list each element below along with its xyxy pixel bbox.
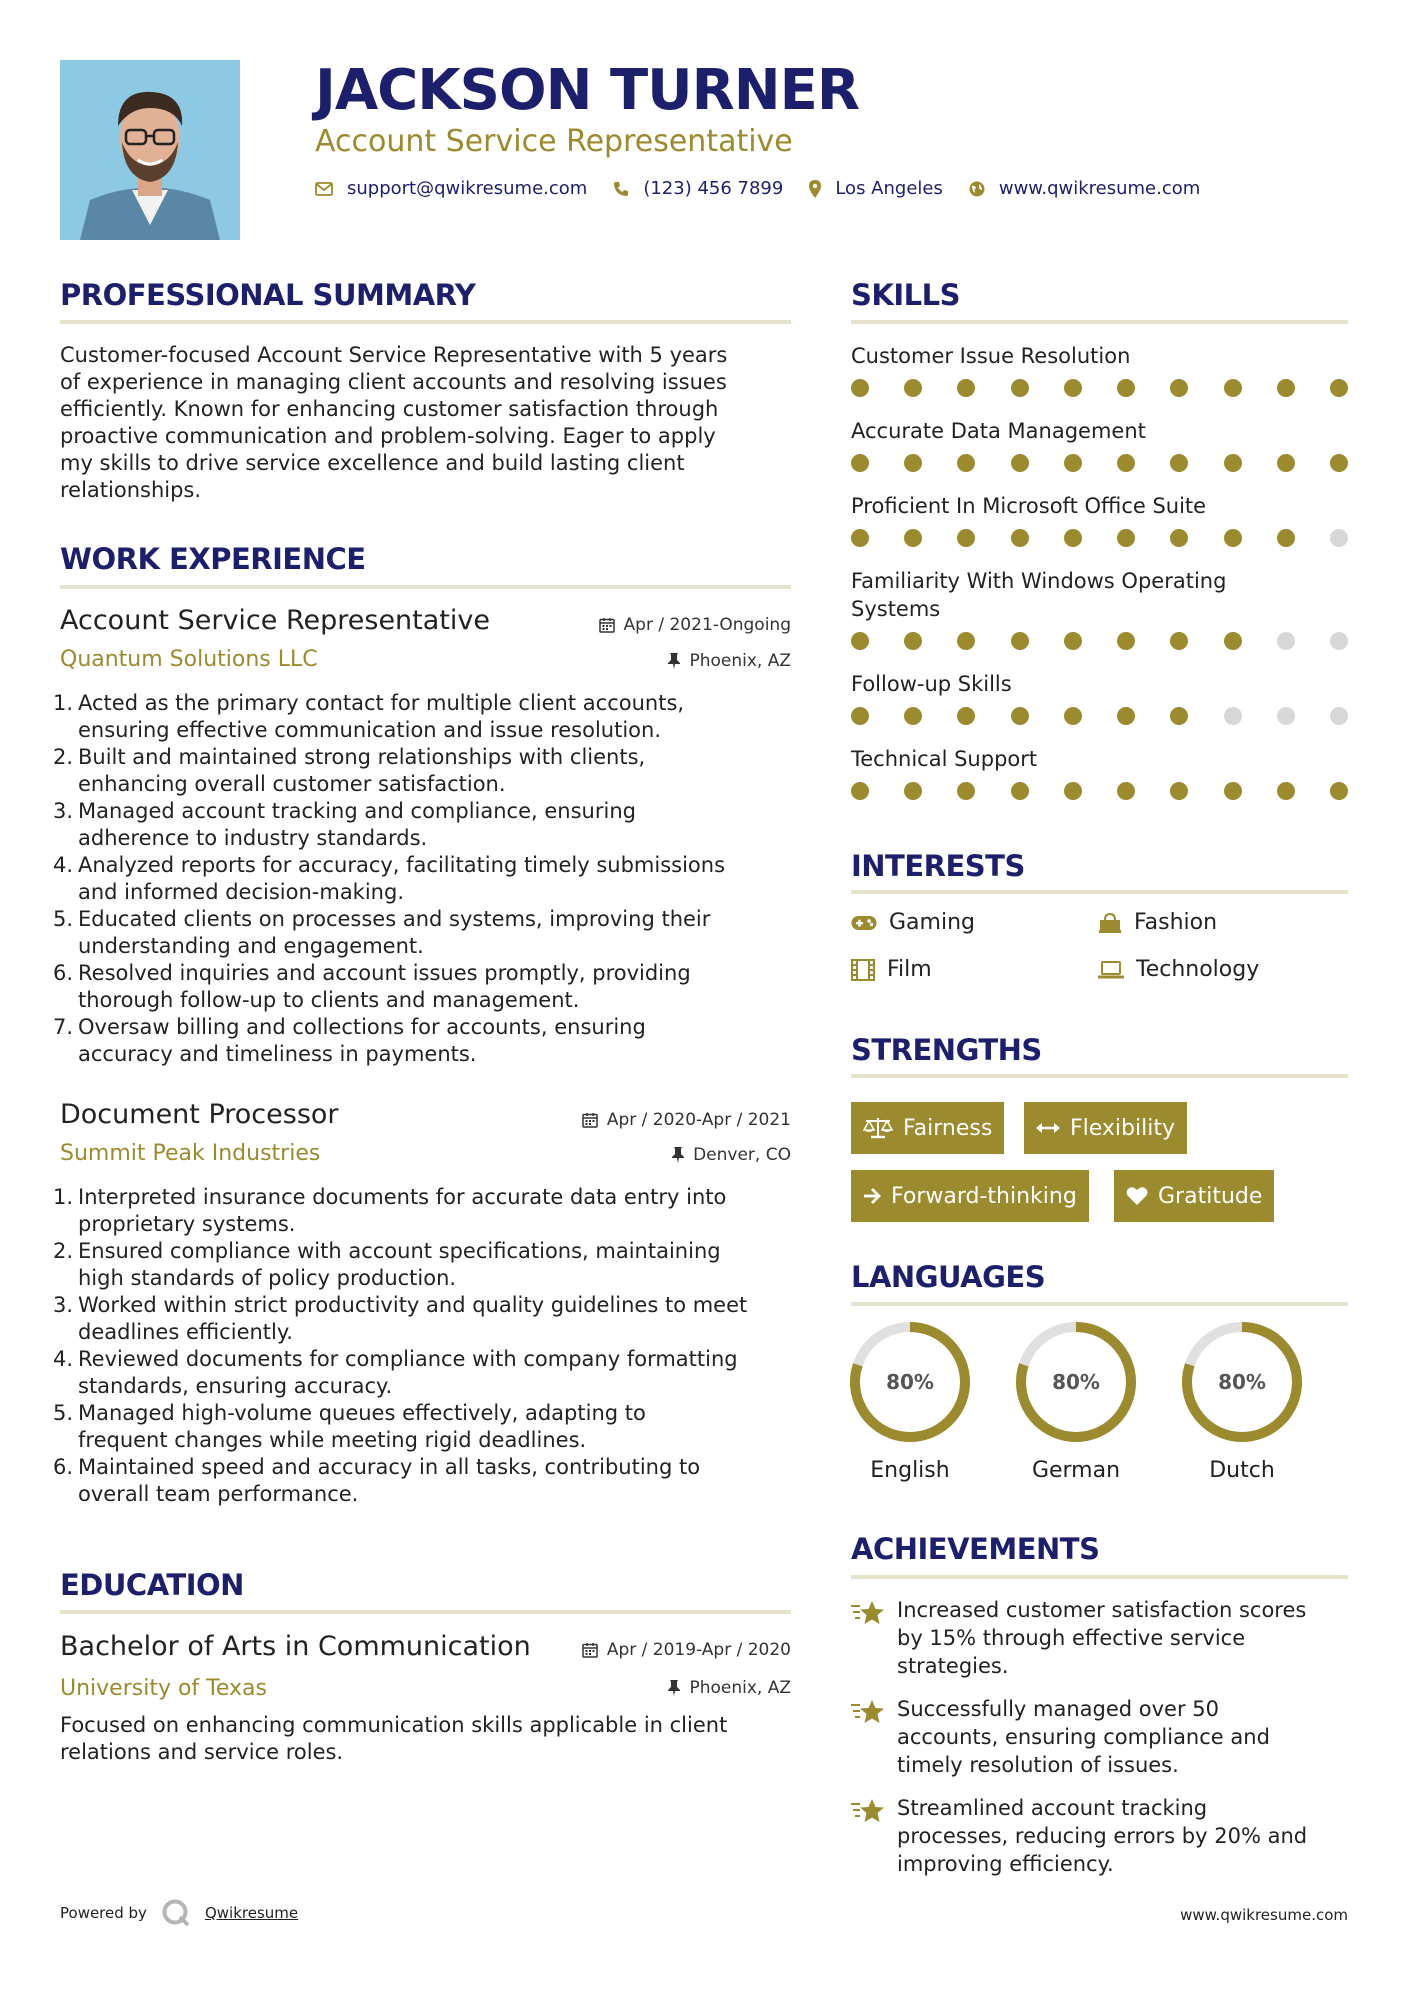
duty-line: enhancing overall customer satisfaction.: [78, 772, 506, 796]
job-dates: [582, 1110, 791, 1130]
language-name: English: [870, 1458, 950, 1483]
qwikresume-logo-icon: [161, 1898, 191, 1928]
duty-line: Analyzed reports for accuracy, facilitating timely submissions: [78, 853, 726, 877]
calendar-icon: [599, 617, 615, 633]
email-text: support@qwikresume.com: [347, 178, 588, 199]
summary-line: relationships.: [60, 478, 202, 502]
interests-divider: [851, 890, 1348, 894]
strength-label: Flexibility: [1070, 1115, 1175, 1141]
achievement-item: [851, 1695, 1351, 1779]
rating-dot-filled: [851, 529, 869, 547]
languages-divider: [851, 1302, 1348, 1306]
strength-badge-gratitude: [1114, 1170, 1274, 1222]
rating-dot-filled: [1117, 529, 1135, 547]
rating-dot-filled: [1330, 782, 1348, 800]
phone-text: (123) 456 7899: [643, 178, 784, 199]
skill-item: [851, 492, 1348, 547]
job-dates: [599, 615, 791, 635]
skill-rating: [851, 782, 1348, 800]
duty-line: thorough follow-up to clients and management.: [78, 988, 580, 1012]
achievement-item: [851, 1596, 1351, 1680]
experience-heading: WORK EXPERIENCE: [60, 542, 366, 576]
rating-dot-filled: [957, 632, 975, 650]
rating-dot-filled: [1011, 632, 1029, 650]
strength-badge-forward-thinking: [851, 1170, 1089, 1222]
shopping-bag-icon: [1098, 912, 1122, 934]
gamepad-icon: [851, 915, 877, 931]
list-item: 7. Oversaw billing and collections for accounts, ensuring accuracy and timeliness in payments.: [53, 1015, 646, 1066]
rating-dot-filled: [1170, 379, 1188, 397]
rating-dot-empty: [1277, 707, 1295, 725]
skill-item: [851, 745, 1348, 800]
rating-dot-empty: [1330, 529, 1348, 547]
contact-website[interactable]: [969, 178, 1200, 199]
summary-text: [60, 342, 820, 504]
education-location-text: Phoenix, AZ: [689, 1678, 791, 1698]
star-award-icon: [851, 1600, 885, 1626]
summary-line: efficiently. Known for enhancing customer satisfaction through: [60, 397, 719, 421]
strength-badge-flexibility: [1024, 1102, 1187, 1154]
skill-name: Technical Support: [851, 747, 1038, 771]
achievements-divider: [851, 1575, 1348, 1579]
job-company: Quantum Solutions LLC: [60, 647, 318, 672]
rating-dot-filled: [1117, 782, 1135, 800]
achievement-line: by 15% through effective service: [897, 1626, 1246, 1650]
rating-dot-empty: [1224, 707, 1242, 725]
rating-dot-filled: [957, 529, 975, 547]
skill-name: Proficient In Microsoft Office Suite: [851, 494, 1207, 518]
summary-line: Customer-focused Account Service Representative with 5 years: [60, 343, 728, 367]
achievement-line: processes, reducing errors by 20% and: [897, 1824, 1308, 1848]
skill-rating: [851, 379, 1348, 397]
summary-line: of experience in managing client accounts and resolving issues: [60, 370, 727, 394]
summary-heading: PROFESSIONAL SUMMARY: [60, 278, 476, 312]
list-item: 4. Analyzed reports for accuracy, facilitating timely submissions and informed decision-making.: [53, 853, 726, 904]
language-item: [1180, 1320, 1304, 1483]
rating-dot-filled: [1170, 454, 1188, 472]
arrows-horizontal-icon: [1036, 1121, 1060, 1135]
rating-dot-filled: [1064, 454, 1082, 472]
rating-dot-filled: [1277, 454, 1295, 472]
interest-fashion: [1098, 910, 1217, 935]
job-dates-text: Apr / 2021-Ongoing: [623, 615, 791, 635]
duty-line: standards, ensuring accuracy.: [78, 1374, 393, 1398]
rating-dot-filled: [904, 529, 922, 547]
interest-label: Gaming: [889, 910, 975, 935]
film-icon: [851, 959, 875, 981]
rating-dot-filled: [1277, 379, 1295, 397]
list-item: 2. Ensured compliance with account specifications, maintaining high standards of policy production.: [53, 1239, 721, 1290]
skills-heading: SKILLS: [851, 278, 960, 312]
list-item: 2. Built and maintained strong relationships with clients, enhancing overall customer satisfaction.: [53, 745, 646, 796]
candidate-name: JACKSON TURNER: [315, 58, 860, 123]
rating-dot-filled: [1011, 782, 1029, 800]
rating-dot-filled: [1064, 529, 1082, 547]
duty-line: understanding and engagement.: [78, 934, 424, 958]
rating-dot-filled: [1011, 454, 1029, 472]
strength-badge-fairness: [851, 1102, 1004, 1154]
education-line: relations and service roles.: [60, 1740, 344, 1764]
rating-dot-filled: [1117, 454, 1135, 472]
skill-name: Customer Issue Resolution: [851, 344, 1131, 368]
pushpin-icon: [672, 1147, 684, 1163]
rating-dot-filled: [1117, 707, 1135, 725]
skill-name: Follow-up Skills: [851, 672, 1012, 696]
phone-icon: [613, 181, 629, 197]
rating-dot-filled: [1117, 632, 1135, 650]
duty-line: Managed high-volume queues effectively, adapting to: [78, 1401, 646, 1425]
education-dates: [582, 1640, 791, 1660]
strength-label: Gratitude: [1158, 1183, 1263, 1209]
star-award-icon: [851, 1798, 885, 1824]
skill-item: [851, 567, 1348, 650]
achievements-heading: ACHIEVEMENTS: [851, 1532, 1100, 1566]
duty-line: Educated clients on processes and systems, improving their: [78, 907, 711, 931]
job-title: Document Processor: [60, 1099, 339, 1130]
job-location: [672, 1145, 791, 1165]
pushpin-icon: [668, 653, 680, 669]
footer-website[interactable]: www.qwikresume.com: [1180, 1906, 1348, 1924]
heart-icon: [1126, 1186, 1148, 1206]
duty-line: Ensured compliance with account specifications, maintaining: [78, 1239, 721, 1263]
skill-rating: [851, 454, 1348, 472]
list-item: 3. Managed account tracking and compliance, ensuring adherence to industry standards.: [53, 799, 636, 850]
list-item: 6. Maintained speed and accuracy in all tasks, contributing to overall team performance.: [53, 1455, 701, 1506]
language-percent: 80%: [1052, 1370, 1100, 1394]
achievement-line: strategies.: [897, 1654, 1009, 1678]
skill-name: Accurate Data Management: [851, 419, 1146, 443]
skill-item: [851, 670, 1348, 725]
achievement-line: Increased customer satisfaction scores: [897, 1598, 1307, 1622]
candidate-role: Account Service Representative: [315, 124, 793, 159]
duty-line: Reviewed documents for compliance with company formatting: [78, 1347, 738, 1371]
duty-line: proprietary systems.: [78, 1212, 296, 1236]
star-award-icon: [851, 1699, 885, 1725]
rating-dot-filled: [1224, 529, 1242, 547]
rating-dot-filled: [851, 707, 869, 725]
duty-line: adherence to industry standards.: [78, 826, 428, 850]
language-item: [1014, 1320, 1138, 1483]
interest-label: Film: [887, 957, 932, 982]
duty-line: deadlines efficiently.: [78, 1320, 293, 1344]
contact-phone[interactable]: [613, 178, 783, 199]
duty-line: Interpreted insurance documents for accurate data entry into: [78, 1185, 727, 1209]
contact-location: [809, 178, 943, 199]
rating-dot-filled: [1011, 379, 1029, 397]
duty-line: Acted as the primary contact for multiple client accounts,: [78, 691, 685, 715]
achievement-line: improving efficiency.: [897, 1852, 1114, 1876]
languages-heading: LANGUAGES: [851, 1260, 1046, 1294]
rating-dot-filled: [1330, 454, 1348, 472]
qwikresume-link[interactable]: Qwikresume: [204, 1904, 299, 1922]
job-location-text: Phoenix, AZ: [689, 651, 791, 671]
job-location-text: Denver, CO: [693, 1145, 791, 1165]
rating-dot-empty: [1330, 632, 1348, 650]
job-duties-list: [53, 1184, 800, 1508]
map-marker-icon: [809, 180, 821, 198]
education-heading: EDUCATION: [60, 1568, 244, 1602]
skill-item: [851, 342, 1348, 397]
summary-line: proactive communication and problem-solving. Eager to apply: [60, 424, 716, 448]
duty-line: Oversaw billing and collections for accounts, ensuring: [78, 1015, 646, 1039]
rating-dot-filled: [904, 632, 922, 650]
duty-line: Worked within strict productivity and quality guidelines to meet: [78, 1293, 748, 1317]
rating-dot-filled: [904, 379, 922, 397]
job-duties-list: [53, 690, 800, 1068]
achievement-line: Successfully managed over 50: [897, 1697, 1219, 1721]
rating-dot-filled: [1117, 379, 1135, 397]
skill-name: Familiarity With Windows Operating: [851, 569, 1227, 593]
rating-dot-filled: [851, 782, 869, 800]
rating-dot-filled: [1330, 379, 1348, 397]
website-text: www.qwikresume.com: [998, 178, 1201, 199]
language-item: [848, 1320, 972, 1483]
skill-rating: [851, 632, 1348, 650]
skill-rating: [851, 529, 1348, 547]
rating-dot-filled: [851, 632, 869, 650]
strength-label: Forward-thinking: [891, 1183, 1077, 1209]
duty-line: high standards of policy production.: [78, 1266, 457, 1290]
language-name: Dutch: [1209, 1458, 1275, 1483]
degree-title: Bachelor of Arts in Communication: [60, 1631, 531, 1662]
language-name: German: [1031, 1458, 1121, 1483]
duty-line: Built and maintained strong relationships with clients,: [78, 745, 646, 769]
duty-line: and informed decision-making.: [78, 880, 404, 904]
list-item: 4. Reviewed documents for compliance with company formatting standards, ensuring accuracy.: [53, 1347, 738, 1398]
rating-dot-filled: [957, 707, 975, 725]
skill-item: [851, 417, 1348, 472]
rating-dot-filled: [1170, 632, 1188, 650]
list-item: 3. Worked within strict productivity and quality guidelines to meet deadlines efficiently.: [53, 1293, 748, 1344]
rating-dot-filled: [1224, 379, 1242, 397]
interest-label: Fashion: [1134, 910, 1218, 935]
duty-line: ensuring effective communication and issue resolution.: [78, 718, 662, 742]
rating-dot-filled: [1277, 529, 1295, 547]
rating-dot-empty: [1277, 632, 1295, 650]
powered-by-text: Powered by: [60, 1904, 147, 1922]
rating-dot-filled: [1011, 707, 1029, 725]
interests-heading: INTERESTS: [851, 849, 1025, 883]
rating-dot-filled: [851, 379, 869, 397]
rating-dot-filled: [1277, 782, 1295, 800]
summary-line: my skills to drive service excellence and build lasting client: [60, 451, 685, 475]
list-item: 1. Acted as the primary contact for multiple client accounts, ensuring effective communication and issue resolution.: [53, 691, 685, 742]
rating-dot-empty: [1330, 707, 1348, 725]
envelope-icon: [315, 182, 333, 196]
arrow-right-icon: [863, 1187, 881, 1205]
rating-dot-filled: [1170, 782, 1188, 800]
calendar-icon: [582, 1642, 598, 1658]
interest-technology: [1098, 957, 1259, 982]
rating-dot-filled: [1064, 379, 1082, 397]
skill-rating: [851, 707, 1348, 725]
rating-dot-filled: [1224, 454, 1242, 472]
duty-line: Resolved inquiries and account issues promptly, providing: [78, 961, 691, 985]
location-text: Los Angeles: [835, 178, 943, 199]
duty-line: Maintained speed and accuracy in all tasks, contributing to: [78, 1455, 701, 1479]
job-location: [668, 651, 791, 671]
list-item: 5. Educated clients on processes and systems, improving their understanding and engagement.: [53, 907, 711, 958]
interest-film: [851, 957, 932, 982]
duty-line: frequent changes while meeting rigid deadlines.: [78, 1428, 587, 1452]
education-description: [60, 1712, 820, 1766]
rating-dot-filled: [1064, 707, 1082, 725]
calendar-icon: [582, 1112, 598, 1128]
rating-dot-filled: [1064, 782, 1082, 800]
education-location: [668, 1678, 791, 1698]
strengths-divider: [851, 1074, 1348, 1078]
duty-line: accuracy and timeliness in payments.: [78, 1042, 477, 1066]
education-line: Focused on enhancing communication skills applicable in client: [60, 1713, 728, 1737]
summary-divider: [60, 320, 791, 324]
footer-powered-by: [60, 1898, 298, 1928]
rating-dot-filled: [957, 782, 975, 800]
achievement-line: timely resolution of issues.: [897, 1753, 1179, 1777]
rating-dot-filled: [1064, 632, 1082, 650]
rating-dot-filled: [1011, 529, 1029, 547]
job-dates-text: Apr / 2020-Apr / 2021: [606, 1110, 791, 1130]
achievement-item: [851, 1794, 1351, 1878]
strengths-heading: STRENGTHS: [851, 1033, 1042, 1067]
education-divider: [60, 1610, 791, 1614]
language-percent: 80%: [886, 1370, 934, 1394]
job-company: Summit Peak Industries: [60, 1141, 321, 1166]
rating-dot-filled: [1224, 782, 1242, 800]
interest-label: Technology: [1136, 957, 1260, 982]
duty-line: Managed account tracking and compliance, ensuring: [78, 799, 636, 823]
rating-dot-filled: [957, 454, 975, 472]
laptop-icon: [1098, 961, 1124, 979]
rating-dot-filled: [1170, 707, 1188, 725]
rating-dot-filled: [1224, 632, 1242, 650]
rating-dot-filled: [851, 454, 869, 472]
profile-photo: [60, 60, 240, 240]
school-name: University of Texas: [60, 1676, 267, 1701]
list-item: 6. Resolved inquiries and account issues promptly, providing thorough follow-up to clients and management.: [53, 961, 691, 1012]
contact-email[interactable]: [315, 178, 587, 199]
experience-divider: [60, 585, 791, 589]
list-item: 1. Interpreted insurance documents for accurate data entry into proprietary systems.: [53, 1185, 727, 1236]
rating-dot-filled: [957, 379, 975, 397]
strength-label: Fairness: [903, 1115, 993, 1141]
rating-dot-filled: [904, 782, 922, 800]
rating-dot-filled: [904, 707, 922, 725]
education-dates-text: Apr / 2019-Apr / 2020: [606, 1640, 791, 1660]
balance-scale-icon: [863, 1117, 893, 1139]
rating-dot-filled: [1170, 529, 1188, 547]
achievement-line: Streamlined account tracking: [897, 1796, 1208, 1820]
interest-gaming: [851, 910, 975, 935]
list-item: 5. Managed high-volume queues effectively, adapting to frequent changes while meeting rigid deadlines.: [53, 1401, 646, 1452]
rating-dot-filled: [904, 454, 922, 472]
pushpin-icon: [668, 1680, 680, 1696]
achievement-line: accounts, ensuring compliance and: [897, 1725, 1270, 1749]
skills-divider: [851, 320, 1348, 324]
duty-line: overall team performance.: [78, 1482, 359, 1506]
language-percent: 80%: [1218, 1370, 1266, 1394]
job-title: Account Service Representative: [60, 605, 490, 636]
skill-name: Systems: [851, 597, 941, 621]
globe-icon: [969, 181, 985, 197]
contact-bar: [315, 178, 1226, 199]
